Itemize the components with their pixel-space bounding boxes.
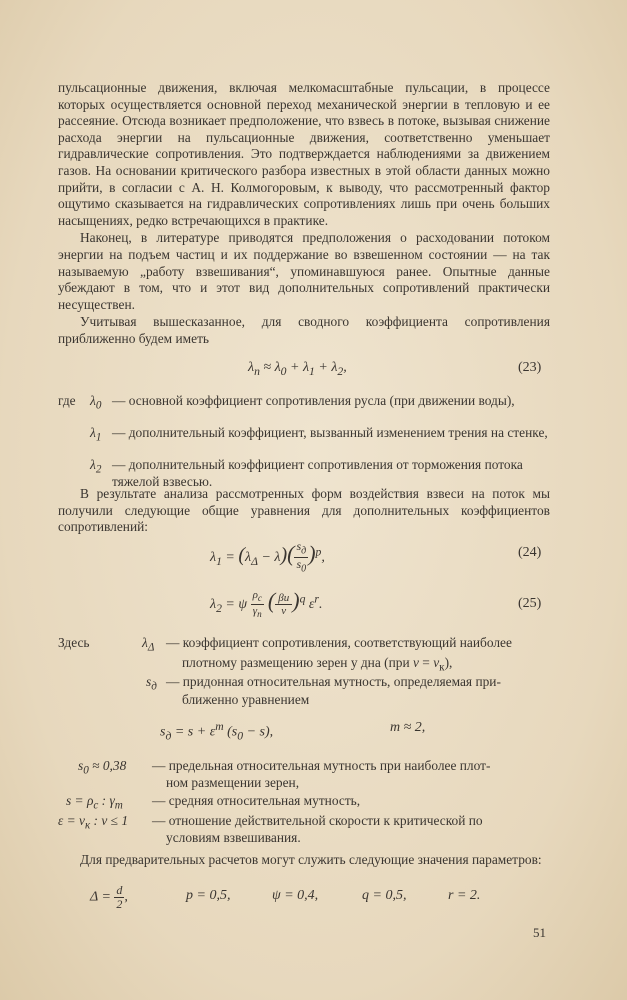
param-r: r = 2. <box>448 888 481 903</box>
def-symbol: $\lambda_1$ <box>90 425 102 444</box>
def-text: — придонная относительная мутность, определяемая при- <box>166 674 501 689</box>
def-text: — дополнительный коэффициент, вызванный изменением трения на стенке, <box>112 425 548 440</box>
def-symbol: $\lambda_2$ <box>90 457 102 476</box>
def-text-cont: плотному размещению зерен у дна (при $v = v_к$), <box>182 655 453 674</box>
equation-25: $\lambda_2 = \psi$ $\rho_c$ $\gamma_п$ ( $\frac{\beta u}{v}$ )$^q$ $\varepsilon^r$. <box>210 588 323 620</box>
page-number: 51 <box>533 925 546 940</box>
paragraph-2: Наконец, в литературе приводятся предположения о расходовании потоком энергии на подъем частиц и их поддержание во взвешенном состоянии — на так называемую „работу взвешивания“, упоминавшуюся ранее. Опытные данные убеждают в том, что и этот вид дополнительных сопротивлений практически несуществен. <box>58 230 550 312</box>
equation-24: $\lambda_1 = (\lambda_\Delta - \lambda)$( $s_д$ $s_0$ )$^p$, <box>210 539 325 575</box>
def-text: — предельная относительная мутность при наиболее плот- <box>152 758 491 773</box>
def-text: — дополнительный коэффициент сопротивления от торможения потока тяжелой взвесью. <box>112 457 523 489</box>
body-text-mid <box>58 486 550 536</box>
param-psi: ψ = 0,4, <box>272 888 319 903</box>
paragraph-4: В результате анализа рассмотренных форм воздействия взвеси на поток мы получили следующие общие уравнения для дополнительных коэффициентов сопротивлений: <box>58 486 550 535</box>
def-text-cont: условиям взвешивания. <box>166 830 301 845</box>
def-text-cont: ближенно уравнением <box>182 692 310 707</box>
param-q: q = 0,5, <box>362 888 407 903</box>
def-symbol: $s = \rho_c$ : $\gamma_т$ <box>66 793 123 812</box>
paragraph-1: пульсационные движения, включая мелкомасштабные пульсации, в процессе которых осуществляется основной переход механической энергии в тепловую и ее рассеяние. Отсюда возникает предположение, что взвесь в потоке, вызывая снижение расхода энергии на пульсационные движения, соответственно уменьшает гидравлические сопротивления. Это подтверждается наблюдениями за движением газов. На основании критического разбора известных в этой области данных можно прийти, в согласии с А. Н. Колмогоровым, к выводу, что рассмотренный фактор ощутимо сказывается на гидравлических сопротивлениях лишь при очень больших насыщениях, редко встречающихся в практике. <box>58 80 550 228</box>
body-text-top <box>58 80 550 348</box>
here-label: Здесь <box>58 635 90 650</box>
equation-sd-condition: m ≈ 2, <box>390 720 426 735</box>
paragraph-3: Учитывая вышесказанное, для сводного коэффициента сопротивления приближенно будем иметь <box>58 314 550 346</box>
def-text: — основной коэффициент сопротивления русла (при движении воды), <box>112 393 515 408</box>
equation-25-number: (25) <box>518 596 542 611</box>
def-text-cont: ном размещении зерен, <box>166 775 300 790</box>
def-text: — средняя относительная мутность, <box>152 793 361 808</box>
parameters-line: Δ = $\frac{d}{2}$ , <box>90 883 128 911</box>
equation-23-number: (23) <box>518 360 542 375</box>
def-symbol: $\lambda_0$ <box>90 393 102 412</box>
equation-24-number: (24) <box>518 545 542 560</box>
param-p: p = 0,5, <box>186 888 231 903</box>
def-symbol: $s_0 \approx 0,38$ <box>78 758 127 777</box>
def-text: — отношение действительной скорости к критической по <box>152 813 483 828</box>
def-text: — коэффициент сопротивления, соответствующий наиболее <box>166 635 512 650</box>
equation-sd: $s_д = s + \varepsilon^m$ $(s_0 - s)$, <box>160 720 274 743</box>
def-symbol: $\lambda_\Delta$ <box>142 635 155 654</box>
def-symbol: $\varepsilon = v_к$ : v ≤ 1 <box>58 813 129 832</box>
body-text-bottom <box>58 852 550 869</box>
equation-23: $\lambda_п \approx \lambda_0 + \lambda_1 + \lambda_2$, <box>248 360 347 378</box>
where-label: где <box>58 393 76 408</box>
paragraph-5: Для предварительных расчетов могут служить следующие значения параметров: <box>80 852 542 867</box>
def-symbol: $s_д$ <box>146 674 157 693</box>
